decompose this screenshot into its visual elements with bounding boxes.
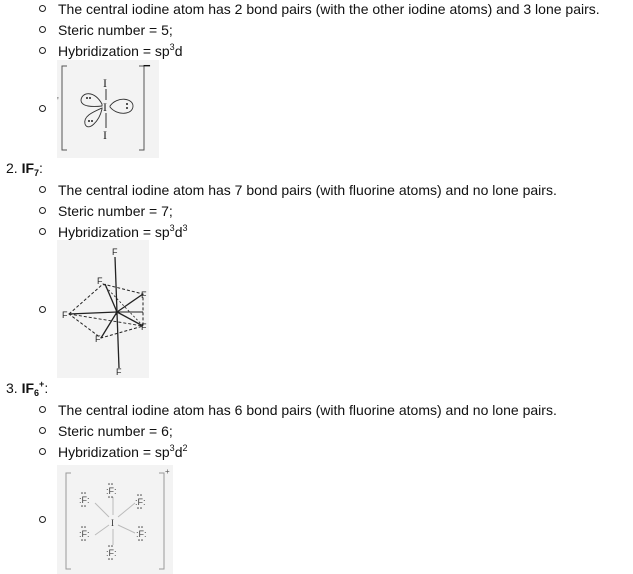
f-lower-left: :F: (79, 529, 90, 539)
hybridization-sup2: 2 (182, 443, 188, 453)
hybridization-label: Hybridization = sp (58, 224, 170, 240)
hybridization-label: Hybridization = sp (58, 43, 170, 59)
hybridization-tail: d (174, 43, 183, 59)
bullet-icon (39, 207, 46, 214)
eq-f-lower: F (95, 334, 101, 344)
bullet-icon (39, 406, 46, 413)
steric-number-text: Steric number = 5; (58, 22, 173, 38)
if6-structure-figure (57, 465, 173, 574)
f-top: :F: (106, 486, 117, 496)
f-lower-right: :F: (136, 529, 147, 539)
heading-formula-sub: 6 (34, 388, 40, 398)
bullet-icon (39, 186, 46, 193)
bond-pairs-text: The central iodine atom has 6 bond pairs (with fluorine atoms) and no lone pairs. (58, 402, 557, 418)
bond-pairs-text: The central iodine atom has 7 bond pairs (with fluorine atoms) and no lone pairs. (58, 182, 557, 198)
heading-formula: IF (21, 160, 35, 176)
hybridization-mid: d (174, 444, 183, 460)
eq-f-right-bottom: F (141, 322, 147, 332)
heading-if7 (6, 159, 43, 177)
bullet-icon (39, 26, 46, 33)
heading-formula: IF (21, 380, 35, 396)
central-iodine: I (111, 518, 114, 528)
steric-number-text: Steric number = 7; (58, 203, 173, 219)
axial-f-top: F (112, 247, 118, 257)
f-upper-left: :F: (79, 495, 90, 505)
eq-f-left: F (62, 310, 68, 320)
f-bottom: :F: (106, 548, 117, 558)
top-iodine: I (103, 76, 107, 90)
bottom-iodine: I (103, 128, 107, 142)
hybridization-sup1: 3 (169, 223, 175, 233)
if7-structure-figure (57, 240, 149, 378)
heading-formula-sub: 7 (34, 168, 40, 178)
bullet-icon (39, 5, 46, 12)
bond-pairs-text: The central iodine atom has 2 bond pairs (with the other iodine atoms) and 3 lone pairs. (58, 1, 600, 17)
eq-f-right-top: F (141, 290, 147, 300)
bullet-icon (39, 448, 46, 455)
f-upper-right: :F: (135, 497, 146, 507)
hybridization-text (58, 223, 188, 241)
hybridization-sup: 3 (169, 42, 175, 52)
heading-number: 2. (6, 160, 22, 176)
bullet-icon (39, 47, 46, 54)
bullet-icon (39, 105, 46, 112)
bullet-icon (39, 228, 46, 235)
heading-if6-plus (6, 379, 48, 397)
central-iodine: I (103, 100, 107, 114)
hybridization-sup1: 3 (169, 443, 175, 453)
stray-mark: ' (57, 96, 59, 107)
heading-suffix: : (44, 380, 49, 396)
hybridization-sup2: 3 (182, 223, 188, 233)
charge-label: − (143, 60, 151, 73)
bullet-icon (39, 516, 46, 523)
heading-number: 3. (6, 380, 22, 396)
steric-number-text: Steric number = 6; (58, 423, 173, 439)
hybridization-mid: d (174, 224, 183, 240)
bullet-icon (39, 306, 46, 313)
bullet-icon (39, 427, 46, 434)
charge-label: + (165, 467, 170, 476)
eq-f-upper: F (97, 276, 103, 286)
central-iodine: I (115, 308, 118, 317)
hybridization-text (58, 42, 182, 60)
hybridization-text (58, 443, 188, 461)
heading-formula-sup: + (39, 379, 45, 389)
hybridization-label: Hybridization = sp (58, 444, 170, 460)
heading-suffix: : (39, 160, 43, 176)
i3-structure-figure (57, 60, 159, 158)
axial-f-bottom: F (116, 367, 122, 377)
